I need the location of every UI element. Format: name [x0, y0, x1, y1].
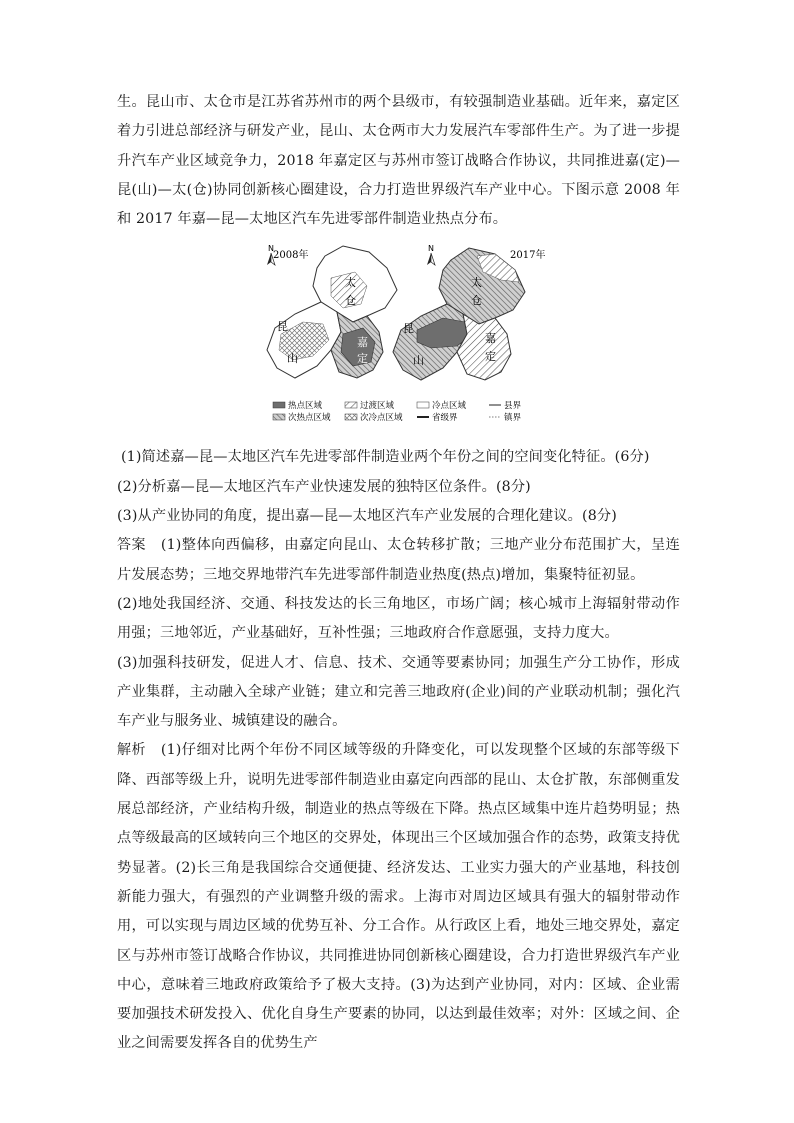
document-page [117, 88, 680, 1059]
svg-text:山: 山 [287, 352, 298, 366]
legend-hot: 热点区域 [288, 401, 323, 412]
svg-text:昆: 昆 [277, 320, 288, 334]
question-3: (3)从产业协同的角度，提出嘉—昆—太地区汽车产业发展的合理化建议。(8分) [117, 508, 617, 525]
map-2017 [393, 244, 545, 380]
legend-town-border: 镇界 [504, 413, 522, 424]
analysis: 解析 (1)仔细对比两个年份不同区域等级的升降变化，可以发现整个区域的东部等级下降、西部等级上升，说明先进零部件制造业由嘉定向西部的昆山、太仓扩散，东部侧重发展总部经济，产业结构升级，制造业的热点等级在下降。热点区域集中连片趋势明显；热点等级最高的区域转向三个地区的交界处，体现出三个区域加强合作的态势，政策支持优势显著。(2)长三角是我国综合交通便捷、经济发达、工业实力强大的产业基地，科技创新能力强大，有强烈的产业调整升级的需求。上海市对周边区域具有强大的辐射带动作用，可以实现与周边区域的优势互补、分工合作。从行政区上看，地处三地交界处，嘉定区与苏州市签订战略合作协议，共同推进协同创新核心圈建设，合力打造世界级汽车产业中心，意味着三地政府政策给予了极大支持。(3)为达到产业协同，对内：区域、企业需要加强技术研发投入、优化自身生产要素的协同，以达到最佳效率；对外：区域之间、企业之间需要发挥各自的优势生产 [117, 742, 680, 1052]
svg-text:定: 定 [485, 350, 496, 364]
svg-text:仓: 仓 [471, 294, 482, 308]
north-arrow-icon [427, 244, 435, 265]
map-figure [117, 238, 680, 433]
legend-province-border: 省级界 [432, 413, 458, 424]
answer-2: (2)地处我国经济、交通、科技发达的长三角地区，市场广阔；核心城市上海辐射带动作用强；三地邻近，产业基础好，互补性强；三地政府合作意愿强，支持力度大。 [117, 595, 680, 642]
legend-county-border: 县界 [504, 401, 522, 412]
svg-text:仓: 仓 [345, 294, 356, 308]
jiading-2017 [457, 314, 511, 380]
svg-text:太: 太 [345, 276, 356, 290]
svg-text:N: N [428, 244, 434, 254]
svg-text:嘉: 嘉 [485, 332, 496, 346]
answer-label: 答案 [117, 537, 146, 554]
answer-1: 答案 (1)整体向西偏移，由嘉定向昆山、太仓转移扩散；三地产业分布范围扩大，呈连片发展态势；三地交界地带汽车先进零部件制造业热度(热点)增加，集聚特征初显。 [117, 537, 680, 583]
map-figure-svg [117, 238, 680, 433]
legend-sub-hot: 次热点区域 [288, 413, 331, 424]
map-2008-year: 2008年 [273, 250, 309, 262]
svg-text:太: 太 [471, 276, 482, 290]
question-1: (1)简述嘉—昆—太地区汽车先进零部件制造业两个年份之间的空间变化特征。(6分) [121, 449, 650, 466]
map-2017-year: 2017年 [510, 250, 546, 262]
svg-text:山: 山 [413, 354, 424, 368]
answer-3: (3)加强科技研发，促进人才、信息、技术、交通等要素协同；加强生产分工协作，形成产业集群，主动融入全球产业链；建立和完善三地政府(企业)间的产业联动机制；强化汽车产业与服务业、城镇建设的融合。 [117, 654, 680, 730]
legend-cold: 冷点区域 [432, 401, 467, 412]
svg-text:N: N [268, 244, 274, 254]
svg-text:嘉: 嘉 [357, 336, 368, 350]
legend-transition: 过渡区域 [360, 401, 395, 412]
svg-text:定: 定 [357, 352, 368, 366]
intro-paragraph: 生。昆山市、太仓市是江苏省苏州市的两个县级市，有较强制造业基础。近年来，嘉定区着力引进总部经济与研发产业，昆山、太仓两市大力发展汽车零部件生产。为了进一步提升汽车产业区域竞争力，2018 年嘉定区与苏州市签订战略合作协议，共同推进嘉(定)—昆(山)—太(仓)协同创新核心圈建设，合力打造世界级汽车产业中心。下图示意 2008 年和 2017 年嘉—昆—太地区汽车先进零部件制造业热点分布。 [117, 94, 680, 228]
analysis-label: 解析 [117, 742, 146, 759]
map-legend [273, 400, 522, 423]
legend-sub-cold: 次冷点区域 [360, 413, 403, 424]
map-2008 [267, 244, 397, 378]
svg-text:昆: 昆 [403, 322, 414, 336]
question-2: (2)分析嘉—昆—太地区汽车产业快速发展的独特区位条件。(8分) [117, 478, 531, 495]
